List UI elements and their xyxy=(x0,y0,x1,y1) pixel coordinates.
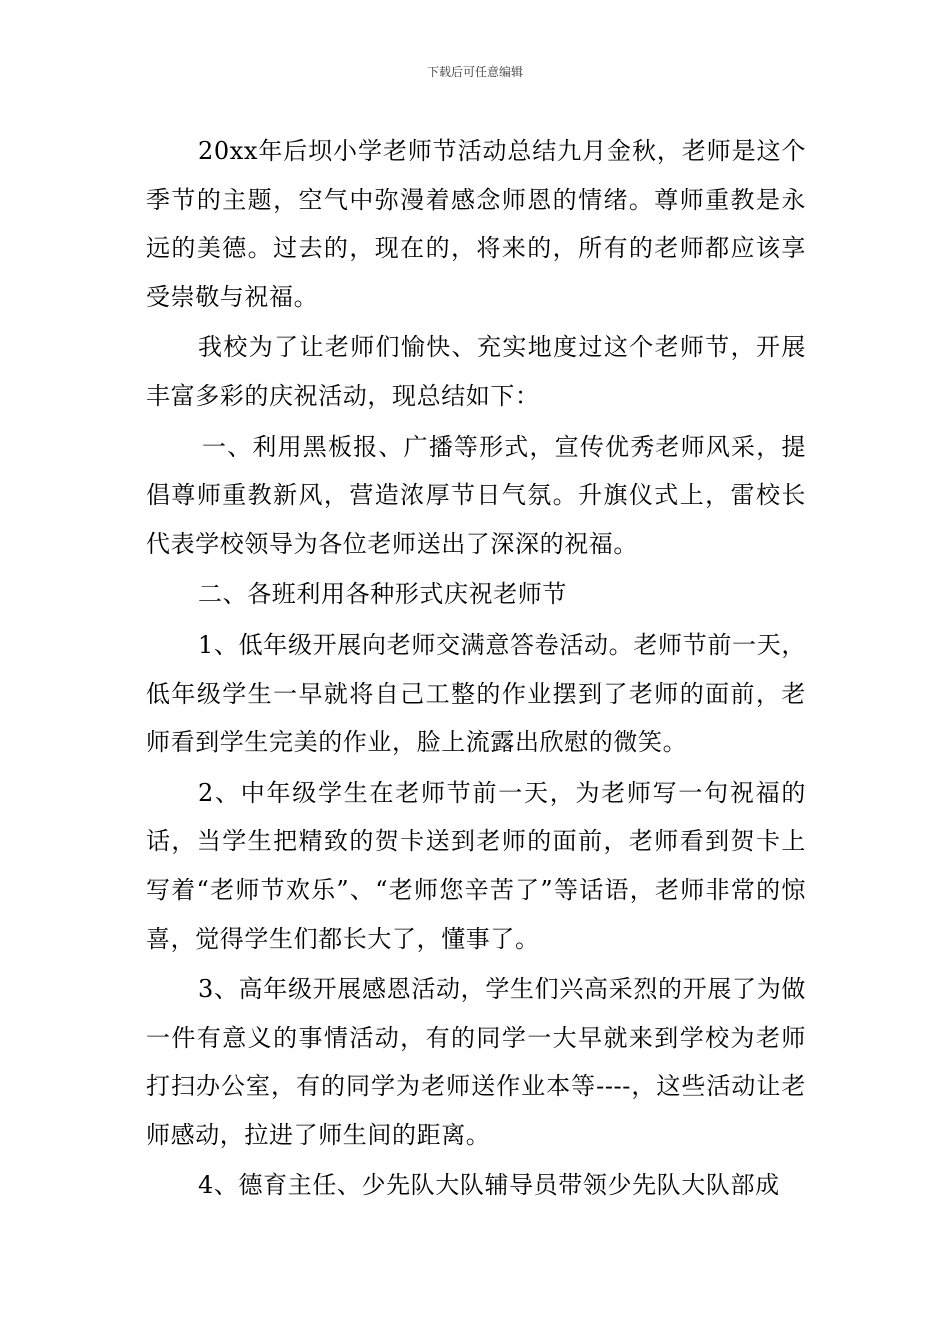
paragraph-item-2: 2、中年级学生在老师节前一天，为老师写一句祝福的话，当学生把精致的贺卡送到老师的面前，老师看到贺卡上写着“老师节欢乐”、“老师您辛苦了”等话语，老师非常的惊喜，觉得学生们都长大了，懂事了。 xyxy=(146,778,806,953)
page-header-note: 下载后可任意编辑 xyxy=(426,65,523,79)
paragraph-intro: 20xx年后坝小学老师节活动总结九月金秋，老师是这个季节的主题，空气中弥漫着感念师恩的情绪。尊师重教是永远的美德。过去的，现在的，将来的，所有的老师都应该享受崇敬与祝福。 xyxy=(146,137,806,311)
paragraph-section-one: 一、利用黑板报、广播等形式，宣传优秀老师风采，提倡尊师重教新风，营造浓厚节日气氛。升旗仪式上，雷校长代表学校领导为各位老师送出了深深的祝福。 xyxy=(146,432,806,558)
paragraph-item-3: 3、高年级开展感恩活动，学生们兴高采烈的开展了为做一件有意义的事情活动，有的同学一大早就来到学校为老师打扫办公室，有的同学为老师送作业本等----，这些活动让老师感动，拉进了师生间的距离。 xyxy=(146,975,806,1149)
document-body xyxy=(146,127,806,1212)
paragraph-item-1: 1、低年级开展向老师交满意答卷活动。老师节前一天，低年级学生一早就将自己工整的作业摆到了老师的面前，老师看到学生完美的作业，脸上流露出欣慰的微笑。 xyxy=(146,630,806,757)
paragraph-section-two-heading: 二、各班利用各种形式庆祝老师节 xyxy=(198,580,567,609)
paragraph-purpose: 我校为了让老师们愉快、充实地度过这个老师节，开展丰富多彩的庆祝活动，现总结如下： xyxy=(146,333,806,410)
paragraph-item-4: 4、德育主任、少先队大队辅导员带领少先队大队部成 xyxy=(198,1171,780,1200)
